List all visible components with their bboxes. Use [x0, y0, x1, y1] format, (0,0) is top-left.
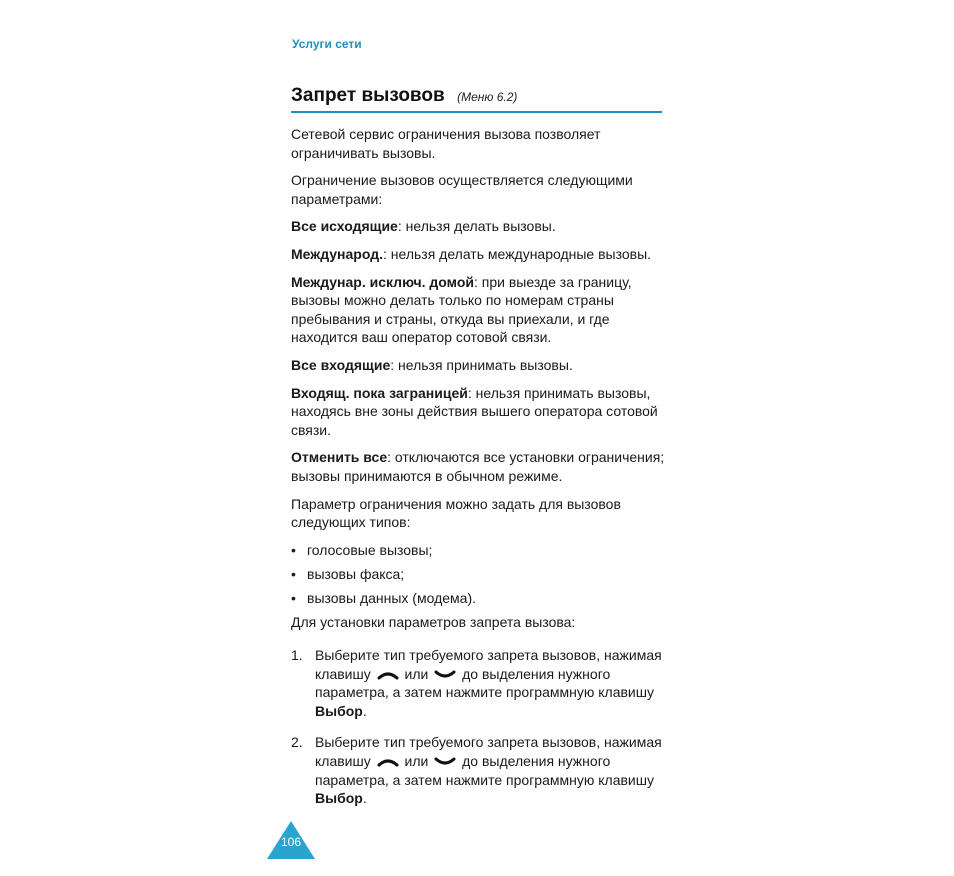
list-item-text: вызовы данных (модема). — [307, 589, 476, 606]
menu-reference: (Меню 6.2) — [457, 90, 518, 104]
option-desc: : нельзя делать международные вызовы. — [382, 245, 652, 262]
option-incoming-abroad — [291, 384, 671, 440]
main-content — [291, 125, 671, 821]
option-term: Междунар. исключ. домой — [291, 273, 474, 290]
nav-down-icon — [434, 757, 456, 767]
list-item — [291, 589, 671, 608]
option-desc: : нельзя делать вызовы. — [397, 218, 556, 235]
list-item — [291, 565, 671, 584]
step-text: или — [404, 753, 429, 770]
setup-steps — [291, 646, 671, 808]
setup-intro: Для установки параметров запрета вызова: — [291, 614, 576, 631]
option-term: Отменить все — [291, 449, 388, 466]
step-text: . — [362, 702, 367, 719]
option-term: Входящ. пока заграницей — [291, 384, 468, 401]
option-international — [291, 245, 671, 264]
option-term: Все входящие — [291, 356, 391, 373]
step-text: Выберите тип требуемого запрета вызовов, нажимая клавишу — [315, 734, 662, 770]
page-title: Запрет вызовов — [291, 85, 445, 106]
step-text: до выделения нужного параметра, а затем нажмите программную клавишу — [315, 753, 654, 788]
types-intro: Параметр ограничения можно задать для вызовов следующих типов: — [291, 495, 621, 531]
page-heading — [291, 85, 662, 113]
nav-up-icon — [377, 670, 399, 680]
bullet-icon: • — [291, 589, 296, 606]
intro-paragraph: Ограничение вызовов осуществляется следующими параметрами: — [291, 172, 633, 207]
list-item-text: вызовы факса; — [307, 565, 405, 582]
step-item — [291, 646, 671, 720]
option-desc: : при выезде за границу, вызовы можно делать только по номерам страны пребывания и страны, откуда вы приехали, и где находится ваш оператор сотовой связи. — [291, 273, 632, 346]
step-item — [291, 733, 671, 807]
option-all-outgoing — [291, 217, 671, 236]
option-cancel-all — [291, 448, 671, 485]
page-number: 106 — [280, 835, 302, 849]
option-term: Международ. — [291, 245, 383, 262]
option-all-incoming — [291, 356, 671, 375]
list-item — [291, 541, 671, 560]
nav-up-icon — [377, 757, 399, 767]
call-types-list — [291, 541, 671, 608]
option-term: Все исходящие — [291, 218, 398, 235]
step-text: до выделения нужного параметра, а затем нажмите программную клавишу — [315, 665, 654, 701]
option-desc: : отключаются все установки ограничения; вызовы принимаются в обычном режиме. — [291, 449, 665, 484]
softkey-label: Выбор — [315, 790, 363, 807]
bullet-icon: • — [291, 541, 296, 558]
option-intl-except-home — [291, 273, 671, 347]
section-label: Услуги сети — [292, 37, 362, 51]
nav-down-icon — [434, 670, 456, 680]
step-text: Выберите тип требуемого запрета вызовов, нажимая клавишу — [315, 647, 662, 682]
option-desc: : нельзя принимать вызовы. — [390, 356, 573, 373]
list-item-text: голосовые вызовы; — [307, 541, 433, 558]
bullet-icon: • — [291, 565, 296, 582]
step-text: . — [362, 790, 367, 807]
step-number: 1. — [291, 647, 303, 664]
intro-paragraph: Сетевой сервис ограничения вызова позволяет ограничивать вызовы. — [291, 126, 601, 161]
softkey-label: Выбор — [315, 702, 363, 719]
step-number: 2. — [291, 734, 303, 751]
option-desc: : нельзя принимать вызовы, находясь вне зоны действия вышего оператора сотовой связи. — [291, 384, 658, 438]
step-text: или — [404, 665, 429, 682]
